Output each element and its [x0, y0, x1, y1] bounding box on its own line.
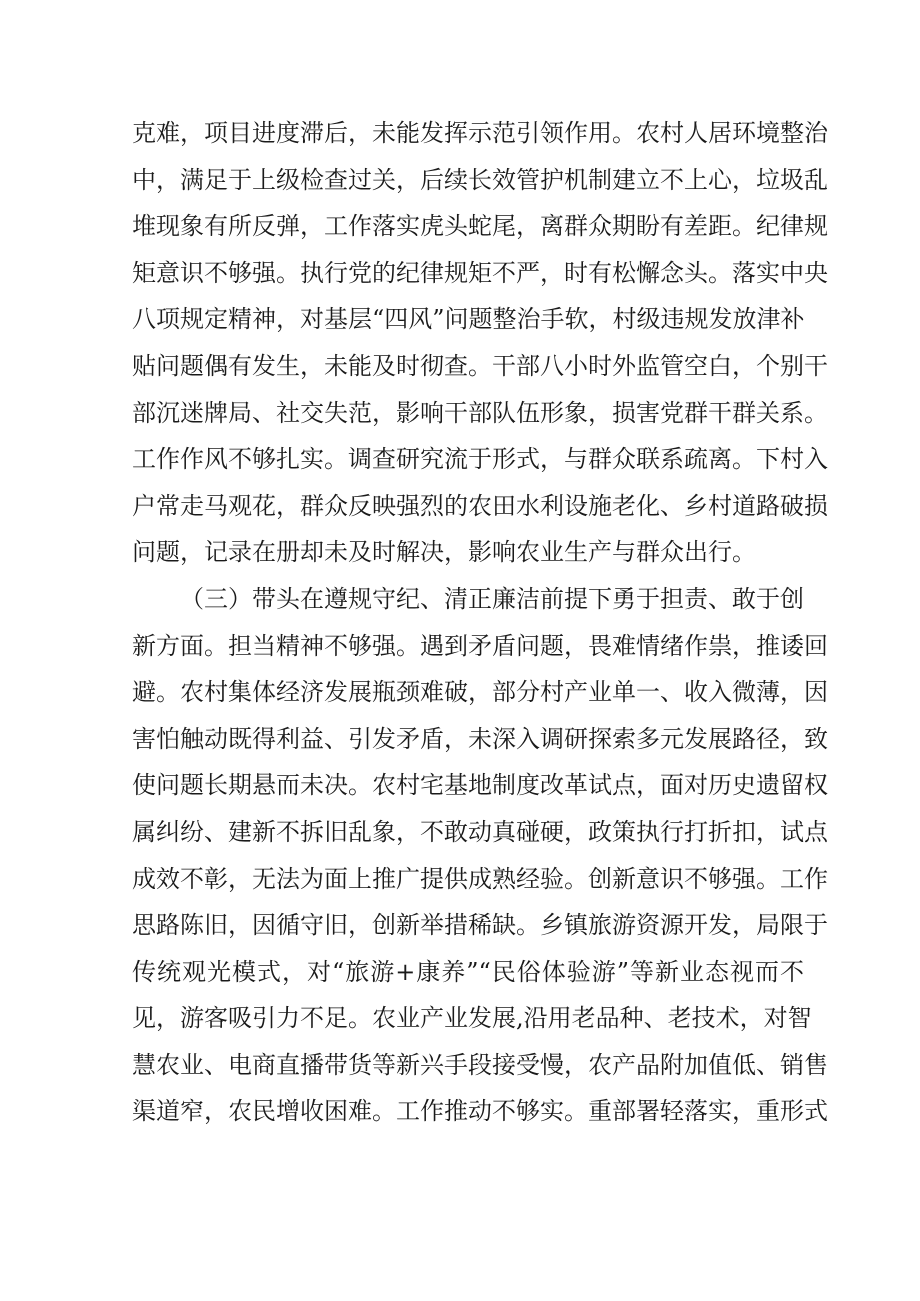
- text-line: 新方面。担当精神不够强。遇到矛盾问题，畏难情绪作祟，推诿回: [132, 631, 828, 660]
- text-line: 使问题长期悬而未决。农村宅基地制度改革试点，面对历史遗留权: [132, 771, 828, 800]
- text-line: 贴问题偶有发生，未能及时彻查。干部八小时外监管空白，个别干: [132, 351, 828, 380]
- text-line: 慧农业、电商直播带货等新兴手段接受慢，农产品附加值低、销售: [132, 1050, 828, 1079]
- text-line: 问题，记录在册却未及时解决，影响农业生产与群众出行。: [132, 538, 756, 567]
- text-line: 中，满足于上级检查过关，后续长效管护机制建立不上心，垃圾乱: [132, 165, 828, 194]
- text-line: 属纠纷、建新不拆旧乱象，不敢动真碰硬，政策执行打折扣，试点: [132, 817, 828, 846]
- text-line: 堆现象有所反弹，工作落实虎头蛇尾，离群众期盼有差距。纪律规: [132, 212, 828, 241]
- text-line: 见，游客吸引力不足。农业产业发展,沿用老品种、老技术，对智: [132, 1004, 812, 1033]
- text-line: 户常走马观花，群众反映强烈的农田水利设施老化、乡村道路破损: [132, 491, 828, 520]
- text-line: 避。农村集体经济发展瓶颈难破，部分村产业单一、收入微薄，因: [132, 678, 828, 707]
- text-line: 矩意识不够强。执行党的纪律规矩不严，时有松懈念头。落实中央: [132, 258, 828, 287]
- text-line: 成效不彰，无法为面上推广提供成熟经验。创新意识不够强。工作: [132, 864, 828, 893]
- section-heading-line: （三）带头在遵规守纪、清正廉洁前提下勇于担责、敢于创: [180, 584, 804, 613]
- text-line: 渠道窄，农民增收困难。工作推动不够实。重部署轻落实，重形式: [132, 1097, 828, 1126]
- text-line: 思路陈旧，因循守旧，创新举措稀缺。乡镇旅游资源开发，局限于: [132, 911, 828, 940]
- text-line: 部沉迷牌局、社交失范，影响干部队伍形象，损害党群干群关系。: [132, 398, 828, 427]
- body-text: [132, 110, 828, 1135]
- text-line: 八项规定精神，对基层“四风”问题整治手软，村级违规发放津补: [132, 305, 805, 334]
- text-line: 工作作风不够扎实。调查研究流于形式，与群众联系疏离。下村入: [132, 445, 828, 474]
- text-line: 克难，项目进度滞后，未能发挥示范引领作用。农村人居环境整治: [132, 119, 828, 147]
- text-line: 传统观光模式，对“旅游+康养”“民俗体验游”等新业态视而不: [132, 957, 804, 986]
- text-line: 害怕触动既得利益、引发矛盾，未深入调研探索多元发展路径，致: [132, 724, 828, 753]
